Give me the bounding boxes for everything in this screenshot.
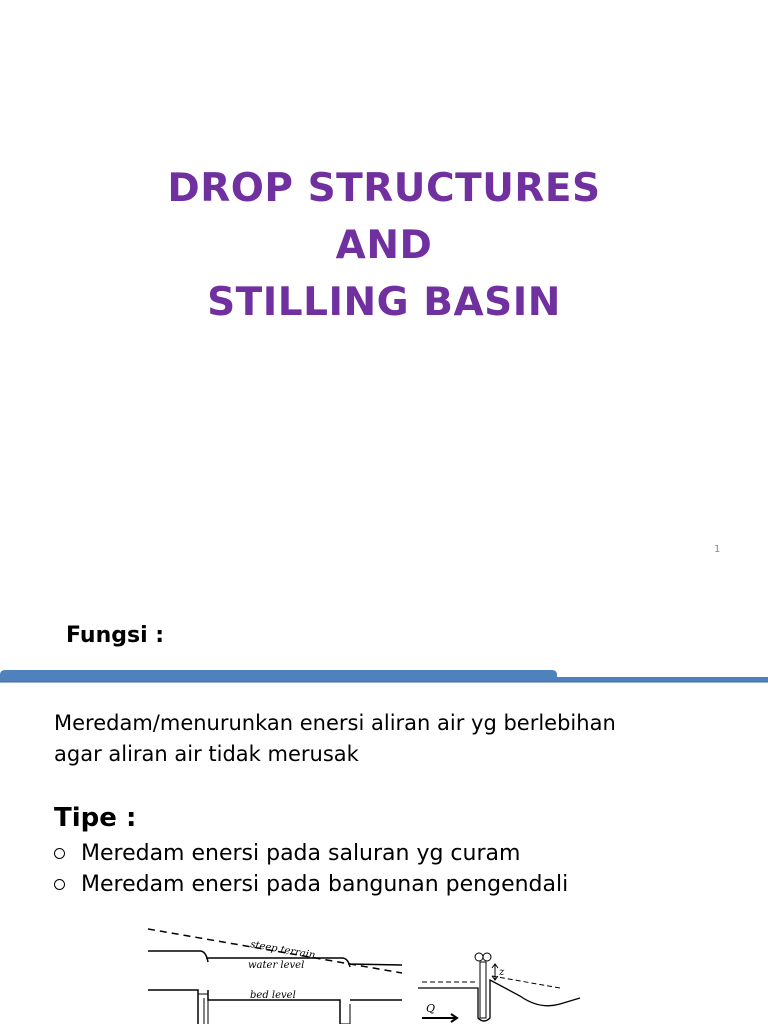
drop-structure-diagram — [140, 918, 600, 1024]
circle-bullet-icon — [54, 848, 65, 859]
flow-arrow-icon — [422, 1014, 457, 1022]
description-line-2: agar aliran air tidak merusak — [54, 742, 359, 766]
list-item-text: Meredam enersi pada bangunan pengendali — [81, 872, 569, 897]
flow-label: Q — [426, 1002, 436, 1015]
height-label: z — [499, 967, 505, 978]
list-item — [52, 869, 568, 900]
water-level-label: water level — [248, 960, 305, 971]
circle-bullet-icon — [54, 879, 65, 890]
title-line-1: DROP STRUCTURES — [167, 166, 601, 211]
title-line-2: AND — [335, 223, 433, 268]
gate-wheel-icon — [483, 953, 491, 961]
gate-post — [480, 962, 486, 1018]
header-divider-band — [0, 666, 768, 690]
description-line-1: Meredam/menurunkan enersi aliran air yg berlebihan — [54, 711, 616, 735]
gate-channel — [418, 980, 580, 1021]
title-line-3: STILLING BASIN — [207, 280, 561, 325]
steep-terrain-label: steep terrain — [249, 939, 317, 962]
bed-level-label: bed level — [250, 990, 296, 1001]
list-item — [52, 838, 568, 869]
section-heading: Fungsi : — [66, 623, 165, 648]
types-heading: Tipe : — [54, 803, 137, 833]
upstream-water-line — [422, 976, 560, 988]
list-item-text: Meredam enersi pada saluran yg curam — [81, 841, 521, 866]
page-number: 1 — [714, 544, 721, 555]
description — [54, 708, 754, 770]
height-arrow — [492, 964, 498, 980]
types-list — [52, 838, 568, 900]
slide-title — [0, 160, 768, 331]
gate-wheel-icon — [475, 953, 483, 961]
content-slide — [0, 600, 768, 1024]
